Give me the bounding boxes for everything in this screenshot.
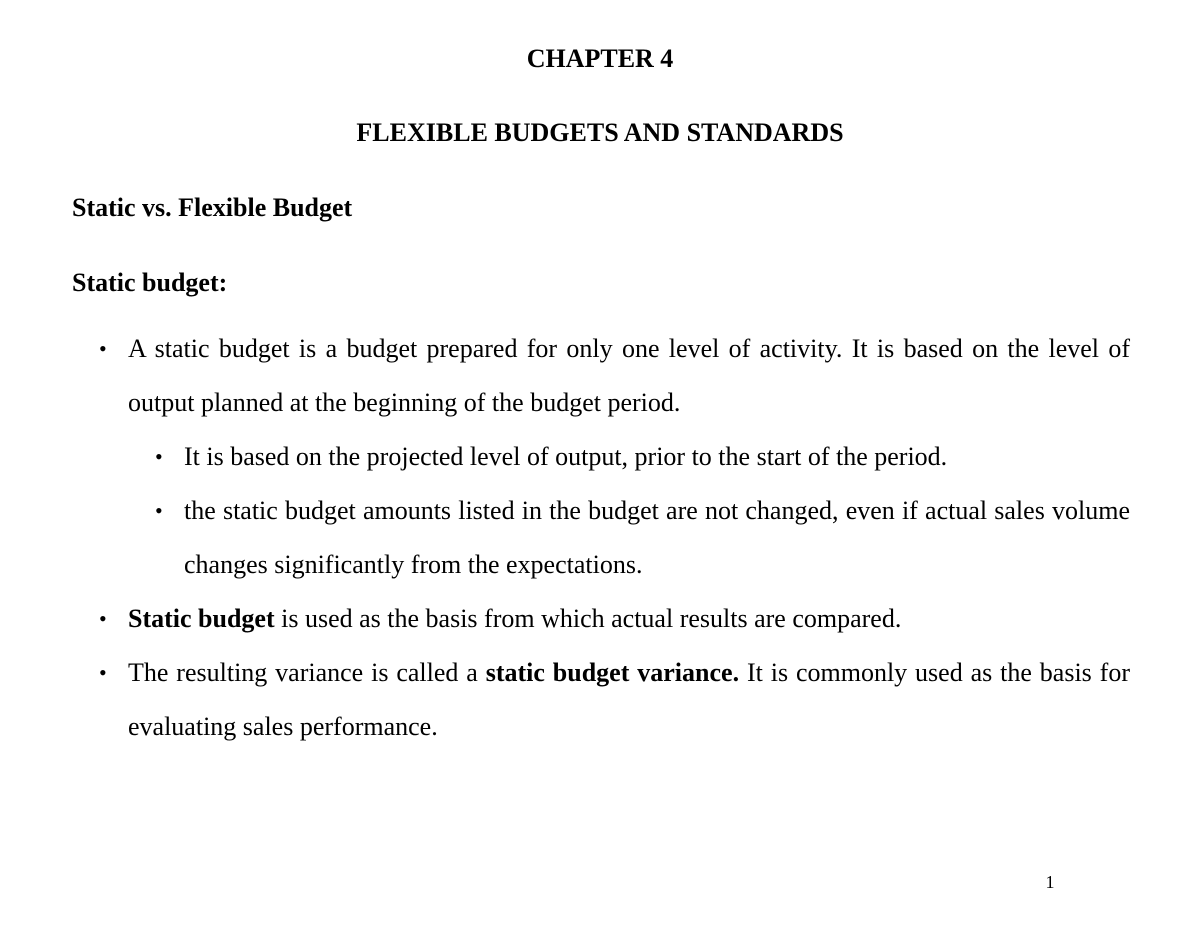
sub-bullet-text: It is based on the projected level of output, prior to the start of the period. — [184, 442, 948, 471]
bullet-text-after: It is commonly used as the basis for evaluating sales performance. — [128, 658, 1130, 741]
bullet-bold-lead: Static budget — [128, 604, 275, 633]
bullet-icon: • — [99, 660, 107, 685]
sub-bullet-text: the static budget amounts listed in the budget are not changed, even if actual sales volume changes significantly from the expectations. — [184, 496, 1130, 579]
section-heading: Static vs. Flexible Budget — [72, 193, 353, 222]
bullet-icon: • — [99, 336, 107, 361]
bullet-icon: • — [155, 444, 163, 469]
sub-bullet-list — [155, 430, 1130, 592]
subsection-heading: Static budget: — [72, 268, 228, 297]
sub-list-item — [155, 430, 1130, 484]
chapter-title: FLEXIBLE BUDGETS AND STANDARDS — [356, 118, 844, 147]
bullet-text: is used as the basis from which actual results are compared. — [274, 604, 902, 633]
chapter-label: CHAPTER 4 — [526, 44, 674, 73]
list-item — [99, 646, 1130, 754]
sub-list-item — [155, 484, 1130, 592]
list-item-nested — [128, 430, 1130, 592]
bullet-text: A static budget is a budget prepared for only one level of activity. It is based on the level of output planned at the beginning of the budget period. — [128, 334, 1130, 417]
bullet-icon: • — [155, 498, 163, 523]
bullet-text-before: The resulting variance is called a — [128, 658, 486, 687]
bullet-icon: • — [99, 606, 107, 631]
bullet-list — [99, 322, 1130, 754]
list-item — [99, 322, 1130, 430]
bullet-bold-term: static budget variance. — [485, 658, 740, 687]
list-item — [99, 592, 1130, 646]
page-number: 1 — [1045, 872, 1055, 892]
